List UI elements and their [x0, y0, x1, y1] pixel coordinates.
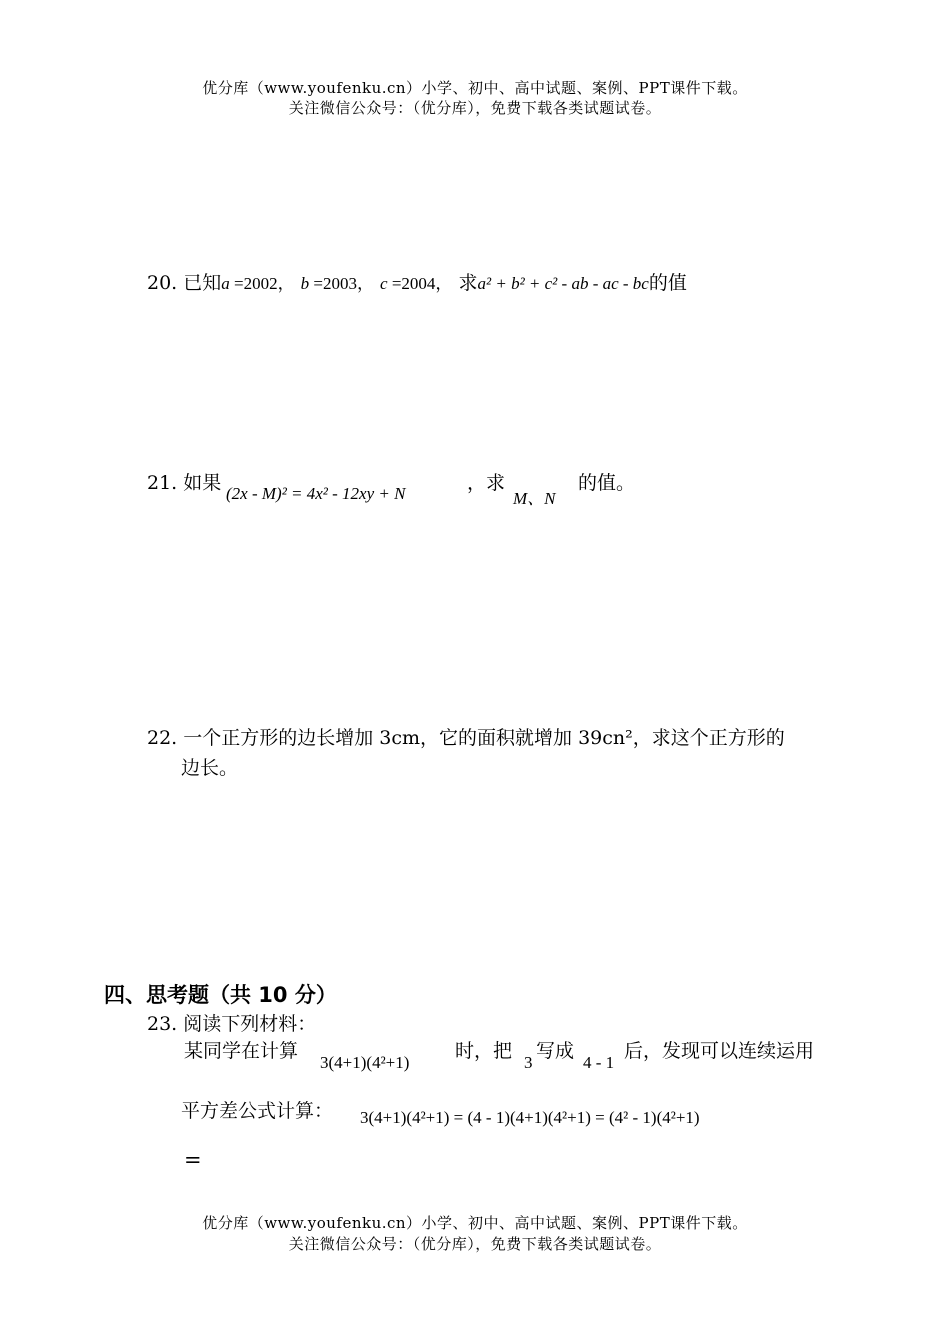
q23-p1-expression: 3(4+1)(4²+1)	[320, 1053, 410, 1072]
q21-suffix: 的值。	[578, 472, 636, 494]
header-line-2: 关注微信公众号：（优分库），免费下载各类试题试卷。	[288, 99, 662, 117]
q23-p1-end: 后，发现可以连续运用	[624, 1040, 815, 1062]
q23-p1-text: 某同学在计算	[184, 1040, 299, 1062]
q23-p1-number: 3	[524, 1053, 533, 1072]
q20-c-value: =2004，	[387, 274, 453, 293]
q20-a-value: =2002，	[229, 274, 295, 293]
q21-equation: (2x - M)² = 4x² - 12xy + N	[226, 484, 406, 503]
footer-line-1: 优分库（www.youfenku.cn）小学、初中、高中试题、案例、PPT课件下载。	[202, 1214, 748, 1232]
q21-unknowns: M、N	[513, 489, 556, 508]
q23-p2-expression: 3(4+1)(4²+1) = (4 - 1)(4+1)(4²+1) = (4² - 1)(4²+1)	[360, 1108, 700, 1127]
q20-b-value: =2003，	[309, 274, 374, 293]
q23-p1-mid: 时，把	[455, 1040, 513, 1062]
q20-a-var: a	[221, 274, 230, 293]
q20-b-var: b	[300, 274, 310, 293]
question-23-intro: 23. 阅读下列材料：	[147, 1013, 317, 1035]
question-21-prefix: 21. 如果	[147, 472, 222, 494]
section-4-title: 四、思考题（共 10 分）	[104, 983, 337, 1007]
question-22-line-1: 22. 一个正方形的边长增加 3cm，它的面积就增加 39cn²，求这个正方形的	[147, 727, 785, 749]
q21-ask: ，求	[467, 472, 506, 494]
question-20	[147, 268, 687, 295]
q23-equals: =	[184, 1148, 202, 1172]
footer-line-2: 关注微信公众号：（优分库），免费下载各类试题试卷。	[288, 1235, 662, 1253]
q23-p1-expression-2: 4 - 1	[583, 1053, 615, 1072]
q23-p2-text: 平方差公式计算：	[181, 1100, 334, 1122]
q20-prefix: 20. 已知	[147, 272, 222, 294]
header-line-1: 优分库（www.youfenku.cn）小学、初中、高中试题、案例、PPT课件下载。	[202, 79, 748, 97]
question-22-line-2: 边长。	[181, 757, 239, 779]
q23-p1-write: 写成	[536, 1040, 575, 1062]
q20-c-var: c	[380, 274, 388, 293]
q20-ask: 求	[458, 272, 478, 294]
q20-suffix: 的值	[648, 272, 687, 294]
q20-expression: a² + b² + c² - ab - ac - bc	[477, 274, 649, 293]
